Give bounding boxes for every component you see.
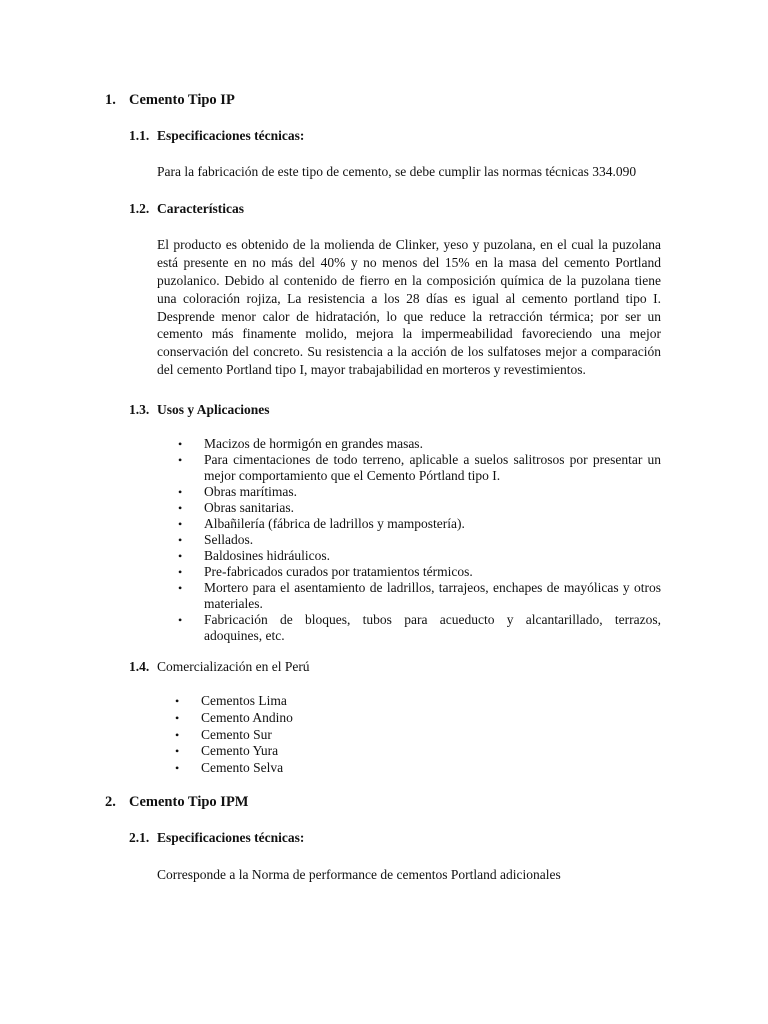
bullet-icon: •: [178, 613, 183, 627]
commercialization-list: [175, 693, 401, 777]
bullet-icon: •: [178, 453, 183, 467]
bullet-icon: •: [175, 761, 180, 776]
section-2-1-text: Corresponde a la Norma de performance de cementos Portland adicionales: [157, 867, 561, 882]
list-item: • Para cimentaciones de todo terreno, aplicable a suelos salitrosos por presentar un mejor comportamiento que el Cemento Pórtland tipo I.: [178, 452, 661, 483]
list-item: • Cemento Andino: [175, 709, 293, 725]
list-item: • Albañilería (fábrica de ladrillos y mampostería).: [178, 516, 465, 531]
section-1-1-heading: 1.1. Especificaciones técnicas:: [129, 128, 305, 143]
list-item: • Obras marítimas.: [178, 484, 297, 499]
bullet-icon: •: [178, 533, 183, 547]
bullet-icon: •: [178, 485, 183, 499]
list-item: • Cemento Sur: [175, 726, 272, 742]
list-item: • Obras sanitarias.: [178, 500, 294, 515]
bullet-icon: •: [175, 744, 180, 759]
list-item: • Sellados.: [178, 532, 254, 547]
bullet-icon: •: [178, 581, 183, 595]
bullet-icon: •: [175, 710, 180, 725]
list-item: • Fabricación de bloques, tubos para acueducto y alcantarillado, terrazos, adoquines, etc.: [178, 612, 661, 643]
bullet-icon: •: [178, 565, 183, 579]
list-item: • Cemento Yura: [175, 743, 279, 759]
section-2-1-heading: 2.1. Especificaciones técnicas:: [129, 830, 305, 845]
list-item: • Mortero para el asentamiento de ladrillos, tarrajeos, enchapes de mayólicas y otros materiales.: [178, 580, 661, 611]
characteristics-paragraph: El producto es obtenido de la molienda de Clinker, yeso y puzolana, en el cual la puzolana está presente en no más del 40% y no menos del 15% en la masa del cemento Portland puzolanico. Debido al contenido de fierro en la composición química de la puzolana tiene una coloración rojiza, La resistencia a los 28 días es igual al cemento portland tipo I. Desprende menor calor de hidratación, lo que reduce la retracción térmica; por ser un cemento más finamente molido, mejora la impermeabilidad favoreciendo una mejor conservación del concreto. Su resistencia a la acción de los sulfatoses mejor a comparación del cemento Portland tipo I, mayor trabajabilidad en morteros y revestimientos.: [157, 237, 661, 378]
list-item: • Cemento Selva: [175, 760, 284, 776]
list-item: • Pre-fabricados curados por tratamientos térmicos.: [178, 564, 473, 579]
section-1-4-heading: 1.4. Comercialización en el Perú: [129, 659, 310, 674]
bullet-icon: •: [178, 437, 183, 451]
list-item: • Macizos de hormigón en grandes masas.: [178, 436, 423, 451]
uses-list: [178, 436, 661, 644]
bullet-icon: •: [178, 517, 183, 531]
section-1-3-heading: 1.3. Usos y Aplicaciones: [129, 402, 270, 417]
section-1-heading: 1. Cemento Tipo IP: [105, 92, 235, 108]
section-2-heading: 2. Cemento Tipo IPM: [105, 794, 249, 810]
bullet-icon: •: [178, 501, 183, 515]
bullet-icon: •: [175, 727, 180, 742]
list-item: • Baldosines hidráulicos.: [178, 548, 330, 563]
bullet-icon: •: [175, 694, 180, 708]
bullet-icon: •: [178, 549, 183, 563]
list-item: • Cementos Lima: [175, 693, 287, 708]
section-1-2-heading: 1.2. Características: [129, 201, 244, 216]
section-1-1-text: Para la fabricación de este tipo de cemento, se debe cumplir las normas técnicas 334.090: [157, 164, 637, 179]
